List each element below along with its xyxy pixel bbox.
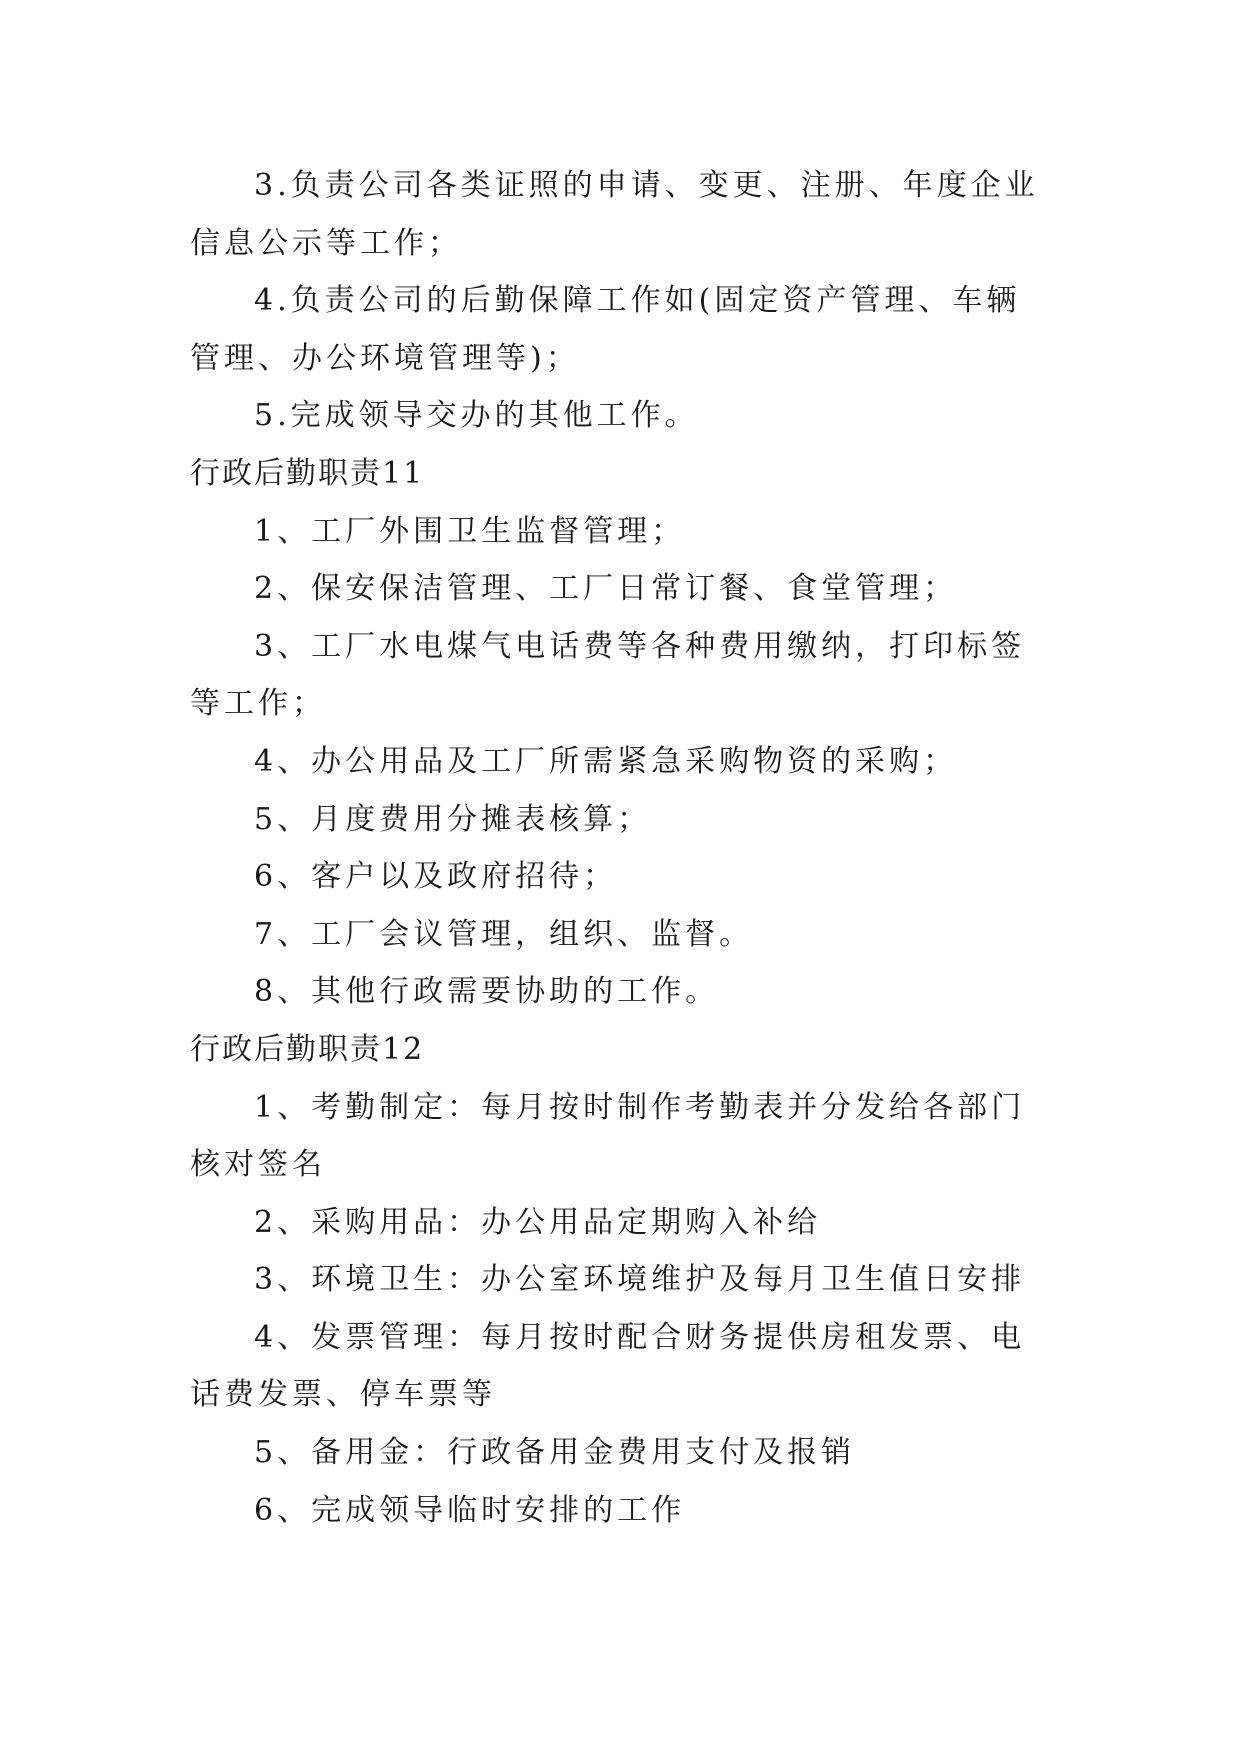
section-heading-11: 行政后勤职责11: [190, 455, 425, 491]
list-item-11-2: 2、保安保洁管理、工厂日常订餐、食堂管理；: [254, 571, 958, 607]
list-item-12-5: 5、备用金：行政备用金费用支付及报销: [254, 1435, 856, 1471]
list-item-12-3: 3、环境卫生：办公室环境维护及每月卫生值日安排: [254, 1262, 1026, 1298]
list-item-11-6: 6、客户以及政府招待；: [254, 859, 618, 895]
list-item-12-1: 1、考勤制定：每月按时制作考勤表并分发给各部门核对签名: [190, 1089, 1026, 1183]
section-heading-12: 行政后勤职责12: [190, 1031, 425, 1067]
list-item-12-2: 2、采购用品：办公用品定期购入补给: [254, 1204, 822, 1240]
paragraph-3-licenses: 3.负责公司各类证照的申请、变更、注册、年度企业信息公示等工作；: [190, 168, 1039, 261]
list-item-11-7: 7、工厂会议管理，组织、监督。: [254, 916, 754, 952]
list-item-12-4: 4、发票管理：每月按时配合财务提供房租发票、电话费发票、停车票等: [190, 1319, 1026, 1413]
list-item-11-8: 8、其他行政需要协助的工作。: [254, 974, 720, 1010]
list-item-11-5: 5、月度费用分摊表核算；: [254, 801, 652, 837]
list-item-11-1: 1、工厂外围卫生监督管理；: [254, 513, 686, 549]
paragraph-5-other-tasks: 5.完成领导交办的其他工作。: [254, 398, 699, 434]
list-item-11-4: 4、办公用品及工厂所需紧急采购物资的采购；: [254, 743, 958, 779]
paragraph-4-logistics: 4.负责公司的后勤保障工作如(固定资产管理、车辆管理、办公环境管理等)；: [190, 283, 1021, 376]
list-item-11-3: 3、工厂水电煤气电话费等各种费用缴纳，打印标签等工作；: [190, 628, 1026, 722]
list-item-12-6: 6、完成领导临时安排的工作: [254, 1492, 686, 1528]
document-body: [190, 157, 1052, 1539]
